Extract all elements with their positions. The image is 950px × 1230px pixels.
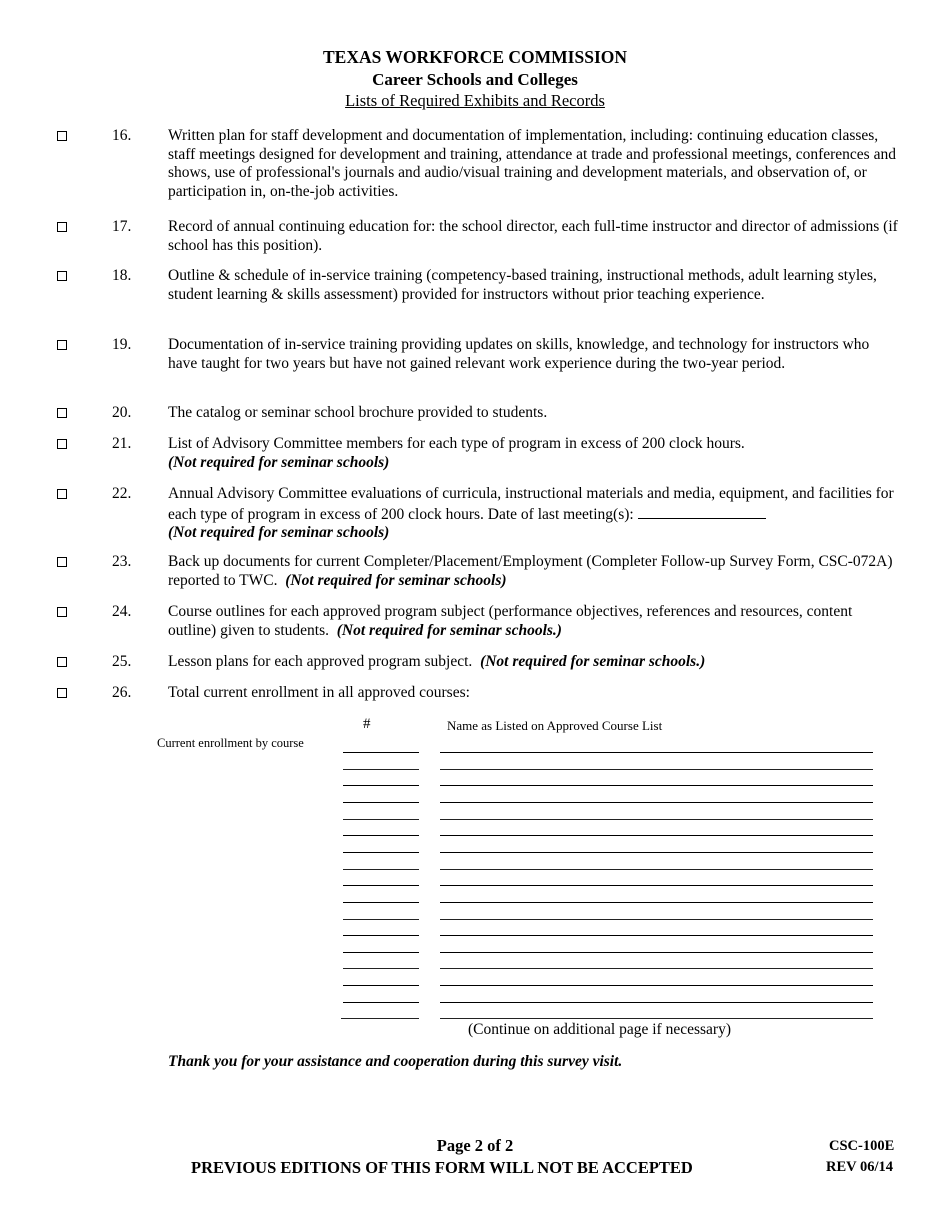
revision-date: REV 06/14 [826,1159,894,1175]
item-note: (Not required for seminar schools.) [336,621,562,639]
item-checkbox[interactable] [57,340,67,350]
item-checkbox[interactable] [57,489,67,499]
continue-note: (Continue on additional page if necessary) [468,1021,731,1038]
item-checkbox[interactable] [57,222,67,232]
item-text: Written plan for staff development and documentation of implementation, including: continuing education classes, staff meetings designed for development and training, attendance at trade and professional meetings, conferences and shows, use of professional's journals and audio/visual training and development materials, and observation of, or participation in, on-the-job activities. [168,127,896,200]
enrollment-count-line[interactable] [343,885,419,886]
enrollment-count-line[interactable] [341,1018,419,1019]
enrollment-row-label: Current enrollment by course [157,736,304,750]
course-name-line[interactable] [440,968,873,969]
item-note: (Not required for seminar schools) [285,571,507,589]
enrollment-count-line[interactable] [343,852,419,853]
course-name-line[interactable] [440,885,873,886]
enrollment-count-line[interactable] [343,952,419,953]
item-note: (Not required for seminar schools) [168,453,390,471]
meeting-date-field[interactable] [638,504,766,519]
enrollment-count-line[interactable] [343,902,419,903]
item-checkbox[interactable] [57,271,67,281]
course-name-line[interactable] [440,835,873,836]
form-number: CSC-100E [829,1138,895,1154]
course-name-line[interactable] [440,902,873,903]
item-number: 16. [112,127,132,144]
course-name-line[interactable] [440,802,873,803]
course-name-line[interactable] [440,752,873,753]
item-checkbox[interactable] [57,408,67,418]
form-subtitle: Lists of Required Exhibits and Records [345,91,605,110]
course-name-line[interactable] [440,952,873,953]
course-name-line[interactable] [440,852,873,853]
enrollment-count-line[interactable] [343,919,419,920]
course-name-line[interactable] [440,785,873,786]
item-checkbox[interactable] [57,557,67,567]
agency-title: TEXAS WORKFORCE COMMISSION [322,47,628,67]
editions-warning: PREVIOUS EDITIONS OF THIS FORM WILL NOT BE ACCEPTED [191,1158,693,1177]
item-text: Outline & schedule of in-service training (competency-based training, instructional methods, adult learning styles, student learning & skills assessment) provided for instructors without prior teaching experience. [168,267,877,303]
enrollment-count-line[interactable] [343,985,419,986]
enrollment-count-line[interactable] [343,769,419,770]
page-number: Page 2 of 2 [436,1136,514,1155]
course-name-line[interactable] [440,1002,873,1003]
enrollment-count-line[interactable] [343,935,419,936]
item-text: List of Advisory Committee members for each type of program in excess of 200 clock hours. (Not required for seminar schools) [168,435,745,471]
item-text: Record of annual continuing education for: the school director, each full-time instructor and director of admissions (if school has this position). [168,218,898,254]
item-number: 23. [112,553,132,570]
enrollment-count-line[interactable] [343,1002,419,1003]
item-number: 18. [112,267,132,284]
item-number: 22. [112,485,132,502]
item-number: 20. [112,404,132,421]
item-text: Course outlines for each approved program subject (performance objectives, references and resources, content outline) given to students. (Not required for seminar schools.) [168,603,853,639]
item-text: Annual Advisory Committee evaluations of curricula, instructional materials and media, equipment, and facilities for each type of program in excess of 200 clock hours. Date of last meeting(s): (Not required for seminar schools) [168,485,894,541]
item-checkbox[interactable] [57,657,67,667]
enrollment-count-line[interactable] [343,785,419,786]
item-number: 19. [112,336,132,353]
item-text: The catalog or seminar school brochure provided to students. [168,404,548,421]
course-name-line[interactable] [440,769,873,770]
course-name-line[interactable] [440,1018,873,1019]
item-checkbox[interactable] [57,607,67,617]
item-note: (Not required for seminar schools) [168,524,390,541]
division-title: Career Schools and Colleges [372,70,578,89]
item-number: 26. [112,684,132,701]
item-number: 21. [112,435,132,452]
enrollment-count-line[interactable] [343,819,419,820]
item-note: (Not required for seminar schools.) [480,653,706,670]
course-name-line[interactable] [440,819,873,820]
item-text: Documentation of in-service training providing updates on skills, knowledge, and technology for instructors who have taught for two years but have not gained relevant work experience during the two-year period. [168,336,870,372]
course-name-column-header: Name as Listed on Approved Course List [447,718,663,733]
enrollment-count-line[interactable] [343,802,419,803]
item-text: Lesson plans for each approved program subject. (Not required for seminar schools.) [168,653,706,670]
count-column-header: # [363,716,371,732]
course-name-line[interactable] [440,869,873,870]
course-name-line[interactable] [440,985,873,986]
item-number: 24. [112,603,132,620]
enrollment-count-line[interactable] [343,869,419,870]
course-name-line[interactable] [440,935,873,936]
item-checkbox[interactable] [57,131,67,141]
enrollment-count-line[interactable] [343,968,419,969]
enrollment-count-line[interactable] [343,835,419,836]
item-number: 25. [112,653,132,670]
enrollment-count-line[interactable] [343,752,419,753]
item-checkbox[interactable] [57,688,67,698]
item-text: Total current enrollment in all approved courses: [168,684,470,701]
course-name-line[interactable] [440,919,873,920]
closing-message: Thank you for your assistance and cooperation during this survey visit. [168,1053,623,1070]
item-text: Back up documents for current Completer/Placement/Employment (Completer Follow-up Survey Form, CSC-072A) reported to TWC. (Not required for seminar schools) [168,553,893,589]
item-number: 17. [112,218,132,235]
item-checkbox[interactable] [57,439,67,449]
